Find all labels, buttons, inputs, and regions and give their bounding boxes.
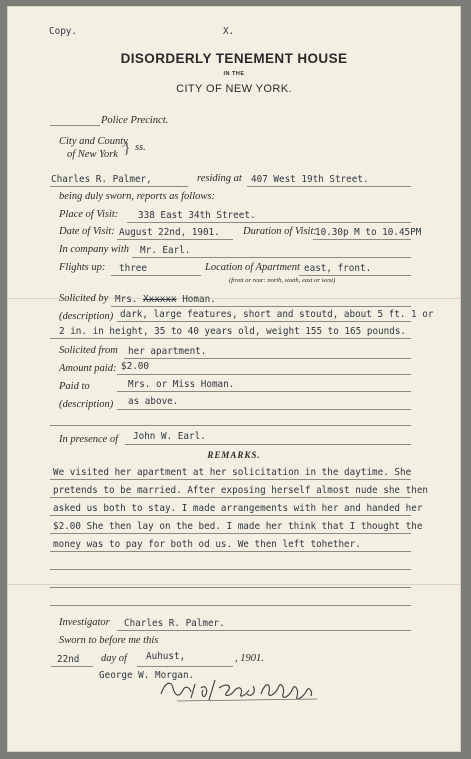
county-brace: } (123, 140, 131, 157)
solicited-from-value: her apartment. (128, 346, 207, 357)
rule (117, 239, 233, 240)
duration-value: 10.30p M to 10.45PM (315, 227, 422, 238)
document-page (7, 6, 461, 752)
notary-signature (157, 674, 327, 704)
company-value: Mr. Earl. (140, 245, 191, 256)
residing-label: residing at (197, 173, 242, 184)
rule (50, 425, 411, 426)
rule (299, 275, 411, 276)
rule (50, 515, 411, 516)
description-value-3: as above. (128, 396, 179, 407)
struck-text: Xxxxxx (143, 294, 177, 305)
sworn-before-label: Sworn to before me this (59, 635, 159, 646)
rule (50, 338, 411, 339)
location-label: Location of Apartment (205, 262, 300, 273)
rule (50, 497, 411, 498)
document-title: DISORDERLY TENEMENT HOUSE (120, 51, 348, 66)
amount-label: Amount paid: (59, 363, 117, 374)
fold-crease (7, 584, 461, 585)
solicited-from-label: Solicited from (59, 345, 118, 356)
rule (50, 479, 411, 480)
description-value-2: 2 in. in height, 35 to 40 years old, weight 155 to 165 pounds. (59, 326, 407, 337)
solicited-by-label: Solicited by (59, 293, 109, 304)
description-label: (description) (59, 311, 114, 322)
rule (117, 374, 411, 375)
rule (50, 605, 411, 606)
rule (313, 239, 411, 240)
remarks-line: We visited her apartment at her solicitation in the daytime. She (53, 467, 412, 478)
rule (50, 186, 188, 187)
rule (111, 306, 411, 307)
precinct-line (50, 125, 100, 126)
remarks-line: asked us both to stay. I made arrangements with her and handed her (53, 503, 423, 514)
rule (247, 186, 411, 187)
document-mark: X. (223, 26, 235, 37)
place-value: 338 East 34th Street. (138, 210, 256, 221)
rule (50, 551, 411, 552)
county-label: City and County (59, 136, 128, 147)
year-value: , 1901. (235, 653, 264, 664)
place-label: Place of Visit: (59, 209, 119, 220)
presence-label: In presence of (59, 434, 119, 445)
flights-value: three (119, 263, 147, 274)
rule (125, 444, 411, 445)
reporter-name: Charles R. Palmer, (51, 174, 152, 185)
remarks-line: money was to pay for both od us. We then left tohether. (53, 539, 361, 550)
remarks-line: $2.00 She then lay on the bed. I made her think that I thought the (53, 521, 423, 532)
rule (50, 587, 411, 588)
solicited-by-value: Mrs. Xxxxxx Homan. (115, 294, 216, 305)
witness-name: George W. Morgan. (99, 670, 195, 681)
rule (132, 257, 411, 258)
description-value-1: dark, large features, short and stoutd, about 5 ft. 1 or (120, 309, 434, 320)
amount-value: $2.00 (121, 361, 149, 372)
month-value: Auhust, (146, 651, 186, 662)
remarks-line: pretends to be married. After exposing herself almost nude she then (53, 485, 429, 496)
rule (117, 391, 411, 392)
county-label-2: of New York (67, 149, 118, 160)
paid-to-value: Mrs. or Miss Homan. (128, 379, 235, 390)
description-label-2: (description) (59, 399, 114, 410)
in-the-label: IN THE (223, 71, 245, 77)
date-label: Date of Visit: (59, 226, 115, 237)
investigator-label: Investigator (59, 617, 110, 628)
ss-label: ss. (135, 142, 146, 153)
rule (111, 275, 201, 276)
rule (50, 569, 411, 570)
rule (117, 630, 411, 631)
rule (117, 321, 411, 322)
reporter-address: 407 West 19th Street. (251, 174, 369, 185)
copy-label: Copy. (49, 26, 77, 37)
company-label: In company with (59, 244, 129, 255)
city-heading: CITY OF NEW YORK. (176, 83, 292, 95)
remarks-title: REMARKS. (207, 450, 261, 460)
location-value: east, front. (304, 263, 372, 274)
rule (124, 358, 411, 359)
sworn-label: being duly sworn, reports as follows: (59, 191, 215, 202)
rule (127, 222, 411, 223)
presence-value: John W. Earl. (133, 431, 206, 442)
rule (51, 666, 93, 667)
rule (117, 409, 411, 410)
duration-label: Duration of Visit: (243, 226, 317, 237)
rule (137, 666, 233, 667)
day-of-label: day of (101, 653, 127, 664)
location-hint: (front or rear: north, south, east or west) (229, 277, 336, 284)
investigator-value: Charles R. Palmer. (124, 618, 225, 629)
day-value: 22nd (57, 654, 80, 665)
flights-label: Flights up: (59, 262, 106, 273)
precinct-label: Police Precinct. (101, 115, 169, 126)
paid-to-label: Paid to (59, 381, 90, 392)
rule (50, 533, 411, 534)
date-value: August 22nd, 1901. (119, 227, 220, 238)
